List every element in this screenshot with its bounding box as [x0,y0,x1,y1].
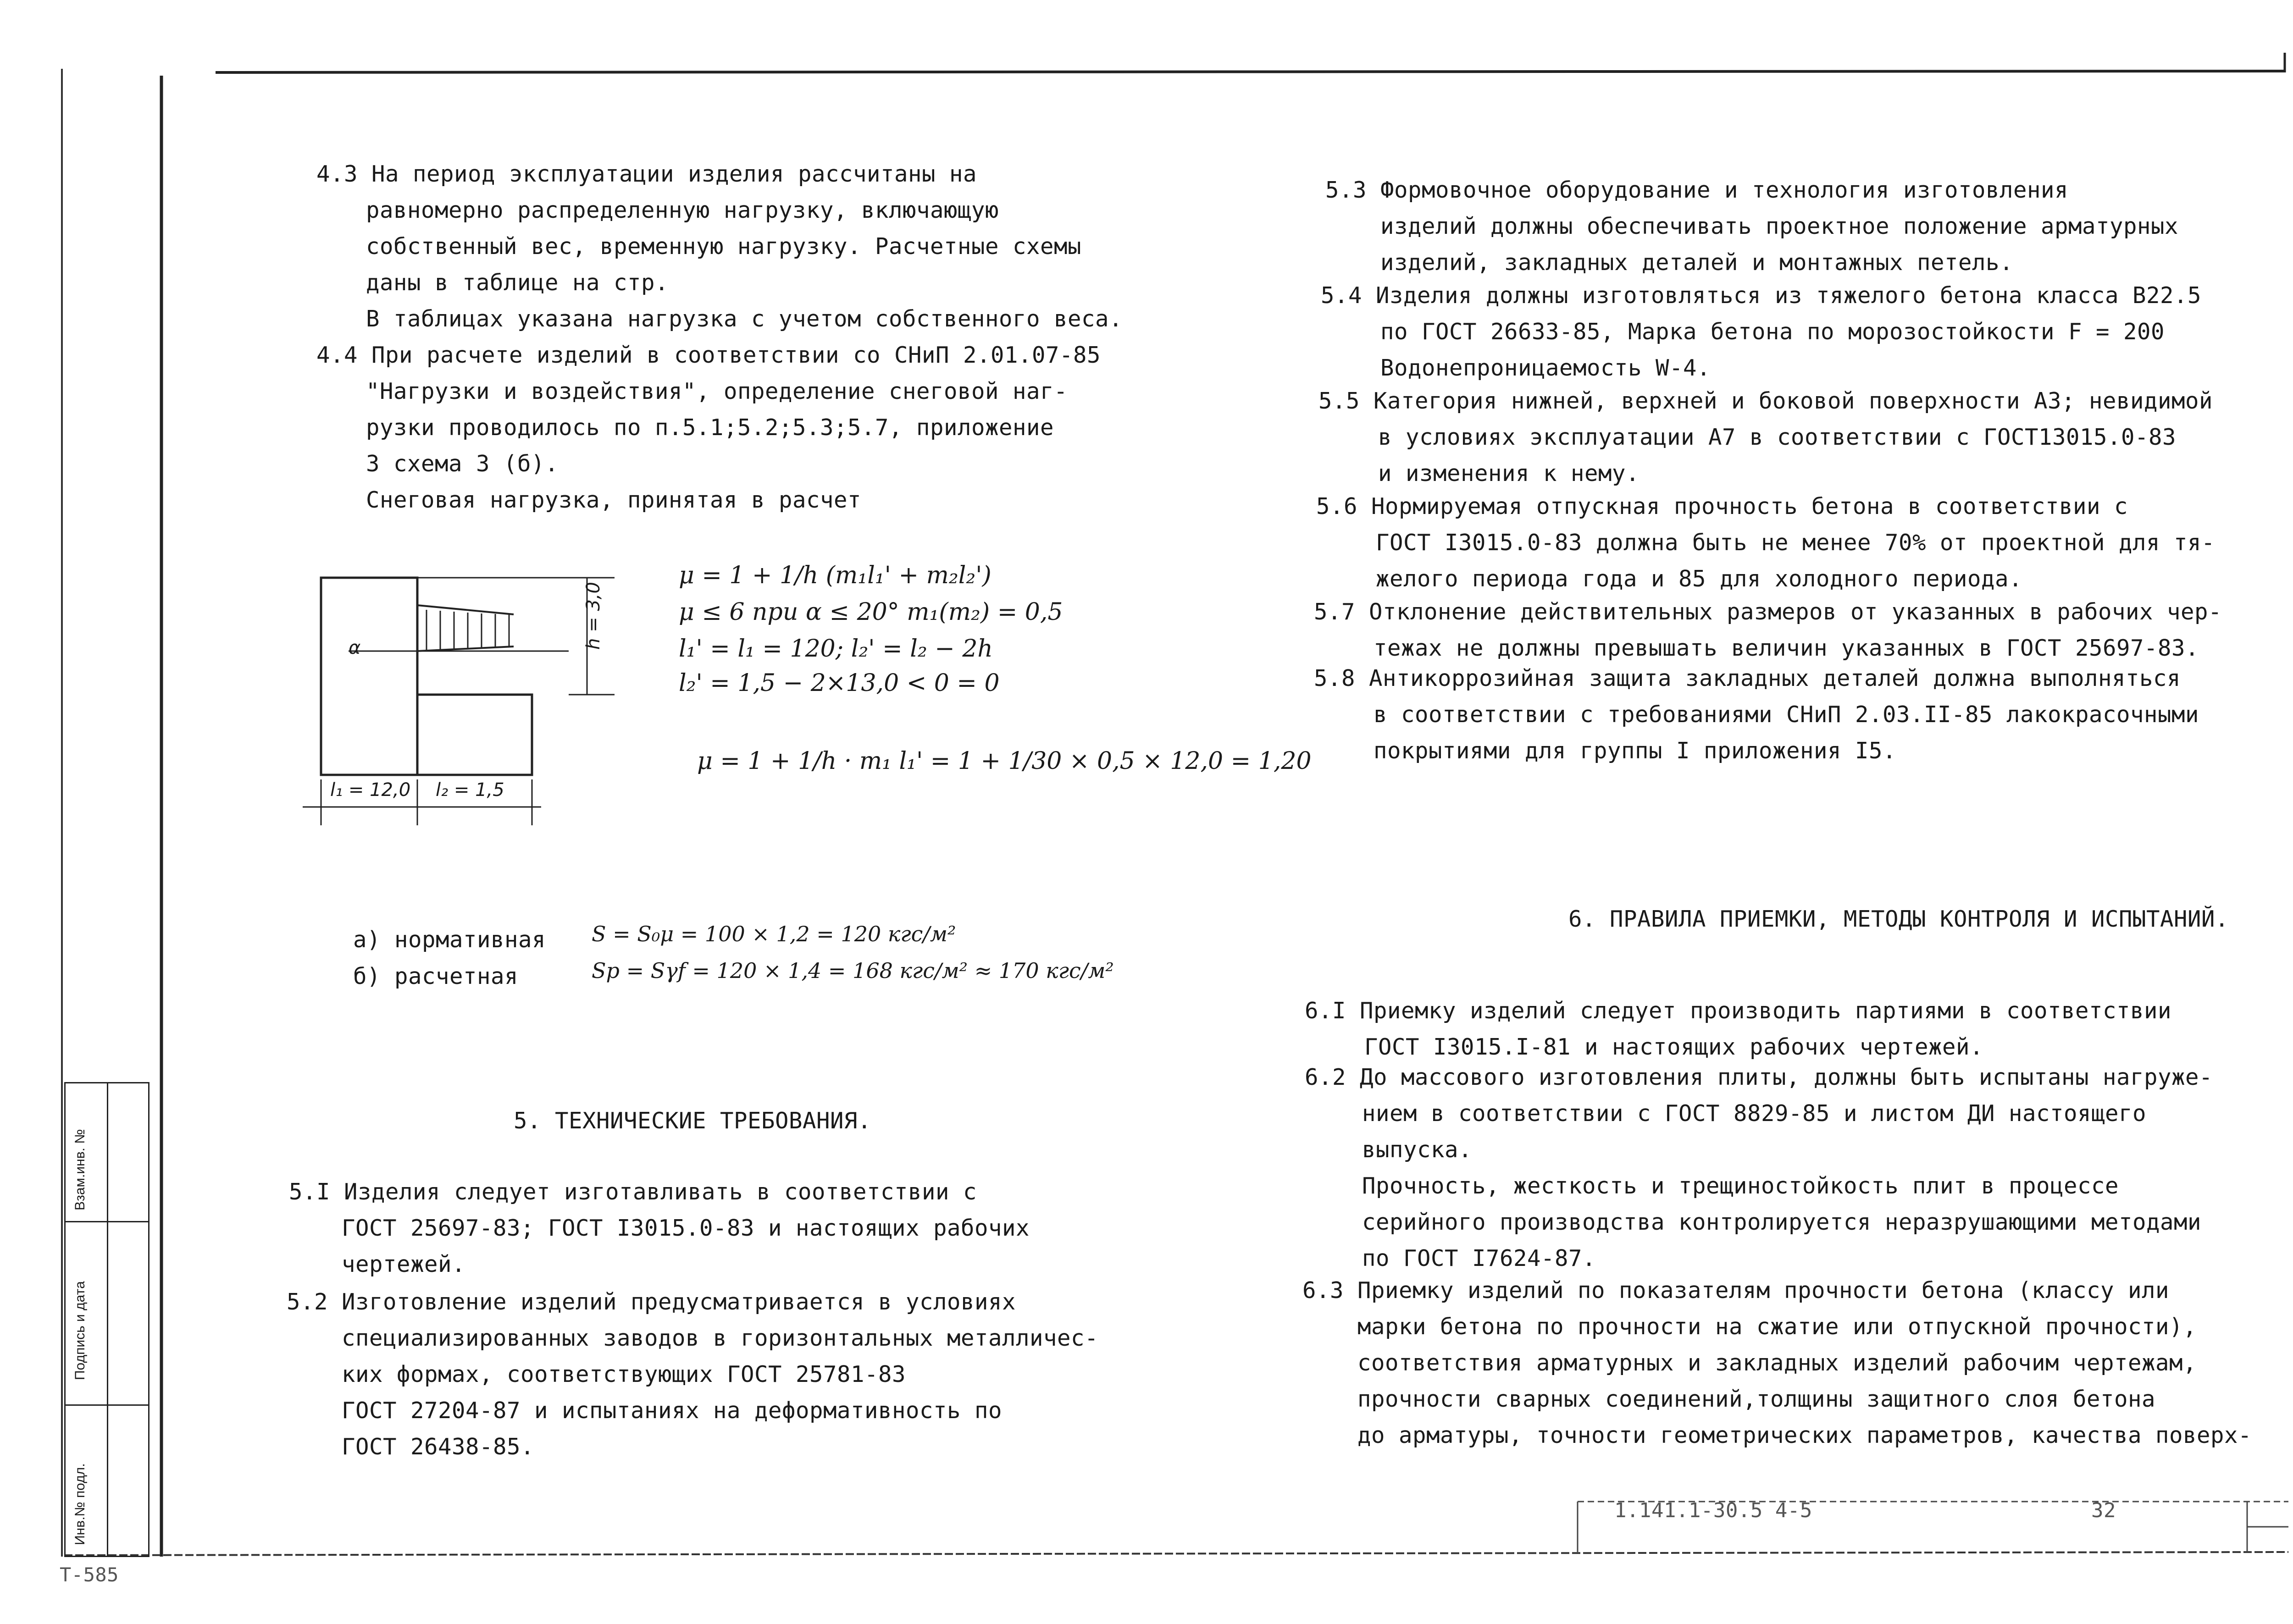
load-normative-formula: S = S₀μ = 100 × 1,2 = 120 кгс/м² [592,922,956,946]
section-6-2: 6.2 До массового изготовления плиты, должны быть испытаны нагруже- нием в соответствии с ГОСТ 8829-85 и листом ДИ настоящего выпуска. Прочность, жесткость и трещиностойкость плит в процессе серийного производства контролируется неразрушающими методами по ГОСТ I7624-87. [1305,1064,2213,1271]
formula-l1: l₁' = l₁ = 120; l₂' = l₂ − 2h [679,635,993,663]
load-normative-label: а) нормативная [353,927,546,953]
section-5-6: 5.6 Нормируемая отпускная прочность бетона в соответствии с ГОСТ I3015.0-83 должна быть не менее 70% от проектной для тя- желого периода года и 85 для холодного периода. [1316,493,2215,592]
section-5-5: 5.5 Категория нижней, верхней и боковой поверхности А3; невидимой в условиях эксплуатации А7 в соответствии с ГОСТ13015.0-83 и изменения к нему. [1318,388,2213,486]
dim-l1: l₁ = 12,0 [330,779,411,801]
section-5-3: 5.3 Формовочное оборудование и технология изготовления изделий должны обеспечивать проектное положение арматурных изделий, закладных деталей и монтажных петель. [1325,177,2179,276]
section-5-4: 5.4 Изделия должны изготовляться из тяжелого бетона класса B22.5 по ГОСТ 26633-85, Марка бетона по морозостойкости F = 200 Водонепроницаемость W-4. [1321,282,2202,381]
sidebar-inventory-field: Инв.№ подл. [72,1463,88,1545]
formula-condition: μ ≤ 6 при α ≤ 20° m₁(m₂) = 0,5 [679,598,1063,626]
dim-alpha: α [349,637,361,658]
section-4-4: 4.4 При расчете изделий в соответствии со СНиП 2.01.07-85 "Нагрузки и воздействия", определение снеговой наг- рузки проводилось по п.5.1;5.2;5.3;5.7, приложение 3 схема 3 (б). Снеговая нагрузка, принятая в расчет [316,342,1101,513]
dim-h: h = 3,0 [582,582,604,650]
stamp-sheet-number: 32 [2091,1499,2116,1522]
snow-load-diagram [294,559,633,844]
section-5-2: 5.2 Изготовление изделий предусматривается в условиях специализированных заводов в горизонтальных металличес- ких формах, соответствующих ГОСТ 25781-83 ГОСТ 27204-87 и испытаниях на деформативность по ГОСТ 26438-85. [287,1289,1099,1460]
section-5-8: 5.8 Антикоррозийная защита закладных деталей должна выполняться в соответствии с требованиями СНиП 2.03.II-85 лакокрасочными покрытиями для группы I приложения I5. [1314,665,2199,764]
formula-mu-result: μ = 1 + 1/h · m₁ l₁' = 1 + 1/30 × 0,5 × 12,0 = 1,20 [697,747,1312,775]
section-5-7: 5.7 Отклонение действительных размеров от указанных в рабочих чер- тежах не должны превышать величин указанных в ГОСТ 25697-83. [1314,599,2222,661]
section-6-3: 6.3 Приемку изделий по показателям прочности бетона (классу или марки бетона по прочности на сжатие или отпускной прочности), соответствия арматурных и закладных изделий рабочим чертежам, прочности сварных соединений,толщины защитного слоя бетона до арматуры, точности геометрических параметров, качества поверх- [1302,1277,2252,1448]
section-6-1: 6.I Приемку изделий следует производить партиями в соответствии ГОСТ I3015.I-81 и настоящих рабочих чертежей. [1305,998,2172,1060]
footer-code: Т-585 [60,1563,119,1586]
heading-section-6: 6. ПРАВИЛА ПРИЕМКИ, МЕТОДЫ КОНТРОЛЯ И ИСПЫТАНИЙ. [1568,906,2229,932]
load-design-label: б) расчетная [353,963,519,989]
section-5-1: 5.I Изделия следует изготавливать в соответствии с ГОСТ 25697-83; ГОСТ I3015.0-83 и настоящих рабочих чертежей. [289,1179,1030,1277]
formula-mu: μ = 1 + 1/h (m₁l₁' + m₂l₂') [679,562,991,589]
heading-section-5: 5. ТЕХНИЧЕСКИЕ ТРЕБОВАНИЯ. [514,1108,872,1134]
stamp-document-code: 1.141.1-30.5 4-5 [1614,1499,1812,1522]
section-4-3: 4.3 На период эксплуатации изделия рассчитаны на равномерно распределенную нагрузку, включающую собственный вес, временную нагрузку. Расчетные схемы даны в таблице на стр. В таблицах указана нагрузка с учетом собственного веса. [316,161,1123,332]
formula-l2: l₂' = 1,5 − 2×13,0 < 0 = 0 [679,669,1000,697]
load-design-formula: Sр = Sγf = 120 × 1,4 = 168 кгс/м² ≈ 170 кгс/м² [592,958,1114,983]
dim-l2: l₂ = 1,5 [436,779,504,801]
sidebar-signature-field: Подпись и дата [72,1281,88,1380]
sidebar-replacement-field: Взам.инв. № [72,1129,88,1210]
